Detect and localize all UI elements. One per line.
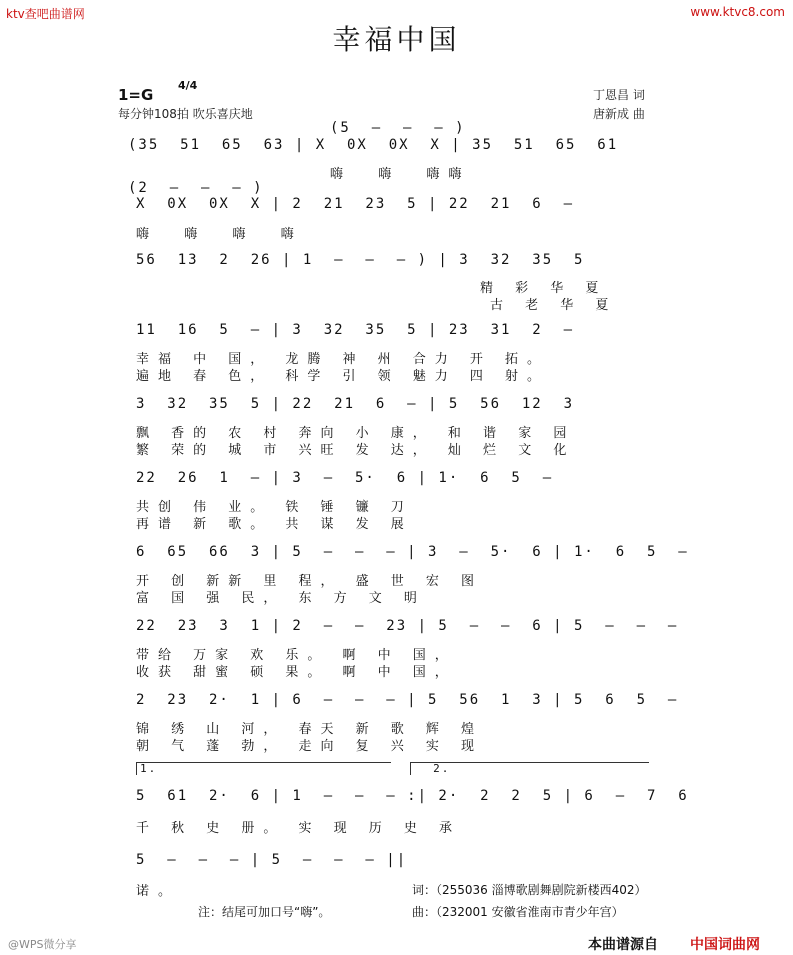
- lyrics-line-1: 嗨 嗨 嗨 嗨: [136, 227, 303, 242]
- score-row: [0, 396, 793, 458]
- overhead-rest: (2 — — — ): [128, 180, 264, 196]
- score-row: [0, 180, 793, 242]
- notes-line: X 0X 0X X | 2 21 23 5 | 22 21 6 —: [136, 196, 575, 212]
- notes-line: 22 26 1 — | 3 — 5· 6 | 1· 6 5 —: [136, 470, 554, 486]
- composer-address: 曲：（232001 安徽省淮南市青少年宫）: [412, 905, 624, 919]
- lyrics-line-1: 飘 香的 农 村 奔向 小 康， 和 谐 家 园: [136, 426, 576, 441]
- lyrics-line-1: 千 秋 史 册。 实 现 历 史 承: [136, 821, 462, 836]
- time-signature-text: 4/4: [178, 79, 198, 92]
- score-row: [0, 252, 793, 313]
- volta-1-bracket: [136, 762, 391, 775]
- notes-line: (35 51 65 63 | X 0X 0X X | 35 51 65 61: [128, 137, 619, 153]
- score-row: [0, 322, 793, 384]
- song-title: 幸福中国: [332, 23, 461, 56]
- score-row: [0, 692, 793, 754]
- lyrics-line-1: 精 彩 华 夏: [480, 281, 608, 296]
- lyrics-line-1: 锦 绣 山 河， 春天 新 歌 辉 煌: [136, 722, 484, 737]
- footer-note: 注：结尾可加口号“嗨”。: [198, 905, 331, 919]
- volta-brackets: 1. 2.: [140, 762, 451, 775]
- notes-line: 56 13 2 26 | 1 — — — ) | 3 32 35 5: [136, 252, 585, 268]
- lyrics-line-2: 再谱 新 歌。 共 谋 发 展: [136, 517, 413, 532]
- lyrics-line-2: 富 国 强 民， 东 方 文 明: [136, 591, 426, 606]
- lyrics-line-1: 带给 万家 欢 乐。 啊 中 国，: [136, 648, 457, 663]
- lyricist-address: 词：（255036 淄博歌剧舞剧院新楼西402）: [412, 883, 647, 897]
- notes-line: 22 23 3 1 | 2 — — 23 | 5 — — 6 | 5 — — —: [136, 618, 679, 634]
- lyrics-line-1: 嗨 嗨 嗨嗨: [330, 167, 471, 182]
- wps-watermark: @WPS微分享: [8, 938, 77, 951]
- lyricist-credit: 丁恩昌 词: [593, 88, 645, 102]
- score-row: [0, 762, 793, 836]
- time-signature: [178, 80, 197, 91]
- tempo-marking: 每分钟108拍 吹乐喜庆地: [118, 107, 253, 121]
- lyrics-line-1: 共创 伟 业。 铁 锤 镰 刀: [136, 500, 413, 515]
- notes-line: 3 32 35 5 | 22 21 6 — | 5 56 12 3: [136, 396, 575, 412]
- score-row: [0, 470, 793, 532]
- notes-line: 6 65 66 3 | 5 — — — | 3 — 5· 6 | 1· 6 5 —: [136, 544, 689, 560]
- lyrics-line-2: 朝 气 蓬 勃， 走向 复 兴 实 现: [136, 739, 484, 754]
- site-logo-left[interactable]: ktv查吧曲谱网: [6, 7, 85, 21]
- source-label: 本曲谱源自: [588, 937, 658, 953]
- lyrics-line-2: 收获 甜蜜 硕 果。 啊 中 国，: [136, 665, 457, 680]
- lyrics-line-1: 开 创 新新 里 程， 盛 世 宏 图: [136, 574, 484, 589]
- lyrics-line-2: 古 老 华 夏: [490, 298, 618, 313]
- site-url-right[interactable]: www.ktvc8.com: [690, 5, 785, 19]
- notes-line: 11 16 5 — | 3 32 35 5 | 23 31 2 —: [136, 322, 575, 338]
- score-row: [0, 618, 793, 680]
- lyrics-line-2: 繁 荣的 城 市 兴旺 发 达， 灿 烂 文 化: [136, 443, 576, 458]
- lyrics-line-1: 幸福 中 国， 龙腾 神 州 合力 开 拓。: [136, 352, 550, 367]
- volta-2-bracket: [410, 762, 649, 775]
- score-row: [0, 544, 793, 606]
- notes-line: 5 — — — | 5 — — — ||: [136, 852, 408, 868]
- source-site-link[interactable]: 中国词曲网: [690, 937, 760, 953]
- composer-credit: 唐新成 曲: [593, 107, 645, 121]
- lyrics-line-2: 遍地 春 色， 科学 引 领 魅力 四 射。: [136, 369, 550, 384]
- lyrics-line-1: 诺。: [136, 884, 181, 899]
- notes-line: 5 61 2· 6 | 1 — — — :| 2· 2 2 5 | 6 — 7 6: [136, 788, 689, 804]
- score-row: [0, 120, 793, 182]
- key-signature: 1=G: [118, 86, 154, 104]
- overhead-rest: (5 — — — ): [330, 120, 466, 136]
- notes-line: 2 23 2· 1 | 6 — — — | 5 56 1 3 | 5 6 5 —: [136, 692, 679, 708]
